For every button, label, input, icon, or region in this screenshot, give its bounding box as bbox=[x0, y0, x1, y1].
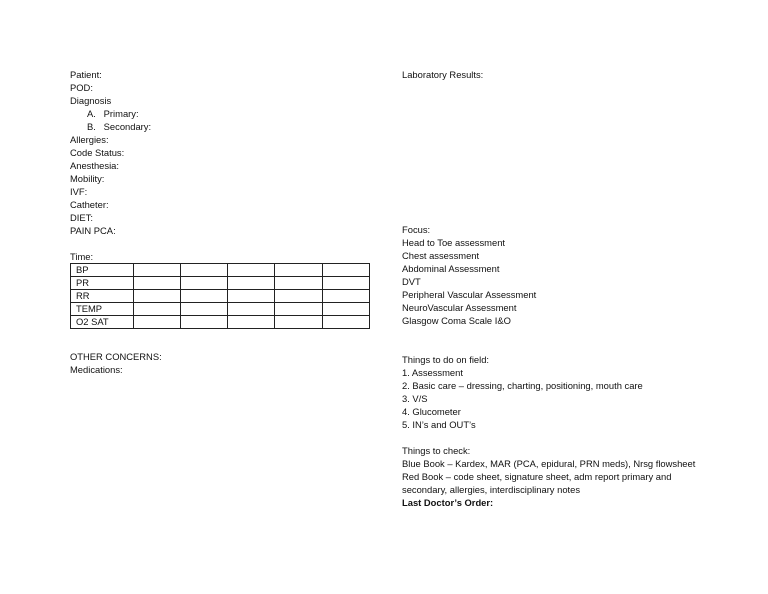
time-label: Time: bbox=[70, 251, 94, 262]
vitals-cell bbox=[133, 264, 180, 277]
vitals-cell bbox=[322, 303, 369, 316]
focus-list bbox=[402, 236, 722, 327]
vitals-cell bbox=[228, 264, 275, 277]
vitals-cell bbox=[322, 316, 369, 329]
patient-label: Patient: bbox=[70, 69, 102, 80]
check-red-book: Red Book – code sheet, signature sheet, adm report primary and secondary, allergies, interdisciplinary notes bbox=[402, 471, 672, 495]
vitals-cell bbox=[322, 264, 369, 277]
vitals-cell bbox=[228, 316, 275, 329]
focus-item: NeuroVascular Assessment bbox=[402, 302, 517, 313]
vitals-cell bbox=[133, 277, 180, 290]
field-title: Things to do on field: bbox=[402, 354, 490, 365]
vitals-cell bbox=[322, 290, 369, 303]
vitals-cell bbox=[275, 316, 322, 329]
diet-label: DIET: bbox=[70, 212, 93, 223]
vitals-cell bbox=[228, 290, 275, 303]
check-title: Things to check: bbox=[402, 445, 471, 456]
vitals-row-label: O2 SAT bbox=[71, 316, 134, 329]
code-status-label: Code Status: bbox=[70, 147, 125, 158]
vitals-cell bbox=[275, 264, 322, 277]
vitals-cell bbox=[322, 277, 369, 290]
field-task-item: 4. Glucometer bbox=[402, 406, 461, 417]
field-task-item: 5. IN’s and OUT’s bbox=[402, 419, 476, 430]
vitals-cell bbox=[133, 303, 180, 316]
vitals-row bbox=[71, 290, 370, 303]
mobility-label: Mobility: bbox=[70, 173, 105, 184]
vitals-cell bbox=[133, 316, 180, 329]
vitals-cell bbox=[228, 303, 275, 316]
field-task-item: 2. Basic care – dressing, charting, positioning, mouth care bbox=[402, 380, 643, 391]
secondary-diagnosis-label: B. Secondary: bbox=[87, 121, 152, 132]
vitals-row-label: PR bbox=[71, 277, 134, 290]
pain-pca-label: PAIN PCA: bbox=[70, 225, 116, 236]
vitals-cell bbox=[180, 290, 227, 303]
catheter-label: Catheter: bbox=[70, 199, 109, 210]
check-blue-book: Blue Book – Kardex, MAR (PCA, epidural, PRN meds), Nrsg flowsheet bbox=[402, 458, 696, 469]
vitals-cell bbox=[180, 303, 227, 316]
field-task-item: 1. Assessment bbox=[402, 367, 463, 378]
vitals-cell bbox=[180, 264, 227, 277]
allergies-label: Allergies: bbox=[70, 134, 109, 145]
pod-label: POD: bbox=[70, 82, 93, 93]
vitals-row-label: TEMP bbox=[71, 303, 134, 316]
vitals-row-label: BP bbox=[71, 264, 134, 277]
primary-diagnosis-label: A. Primary: bbox=[87, 108, 139, 119]
focus-item: Peripheral Vascular Assessment bbox=[402, 289, 537, 300]
left-column bbox=[70, 68, 370, 376]
vitals-cell bbox=[228, 277, 275, 290]
last-doctor-order-label: Last Doctor’s Order: bbox=[402, 497, 494, 508]
right-column bbox=[402, 68, 722, 509]
anesthesia-label: Anesthesia: bbox=[70, 160, 119, 171]
vitals-table bbox=[70, 263, 370, 329]
lab-results-label: Laboratory Results: bbox=[402, 69, 484, 80]
vitals-cell bbox=[275, 290, 322, 303]
focus-title: Focus: bbox=[402, 224, 431, 235]
vitals-cell bbox=[180, 316, 227, 329]
vitals-cell bbox=[180, 277, 227, 290]
field-task-item: 3. V/S bbox=[402, 393, 428, 404]
focus-item: Head to Toe assessment bbox=[402, 237, 506, 248]
medications-label: Medications: bbox=[70, 364, 123, 375]
focus-item: Chest assessment bbox=[402, 250, 480, 261]
diagnosis-label: Diagnosis bbox=[70, 95, 112, 106]
focus-item: Abdominal Assessment bbox=[402, 263, 500, 274]
vitals-cell bbox=[275, 303, 322, 316]
field-tasks-list bbox=[402, 366, 722, 431]
focus-item: Glasgow Coma Scale I&O bbox=[402, 315, 511, 326]
vitals-row bbox=[71, 264, 370, 277]
ivf-label: IVF: bbox=[70, 186, 88, 197]
vitals-cell bbox=[275, 277, 322, 290]
other-concerns-label: OTHER CONCERNS: bbox=[70, 351, 162, 362]
vitals-row bbox=[71, 316, 370, 329]
vitals-row bbox=[71, 277, 370, 290]
vitals-cell bbox=[133, 290, 180, 303]
focus-item: DVT bbox=[402, 276, 421, 287]
vitals-row bbox=[71, 303, 370, 316]
vitals-row-label: RR bbox=[71, 290, 134, 303]
